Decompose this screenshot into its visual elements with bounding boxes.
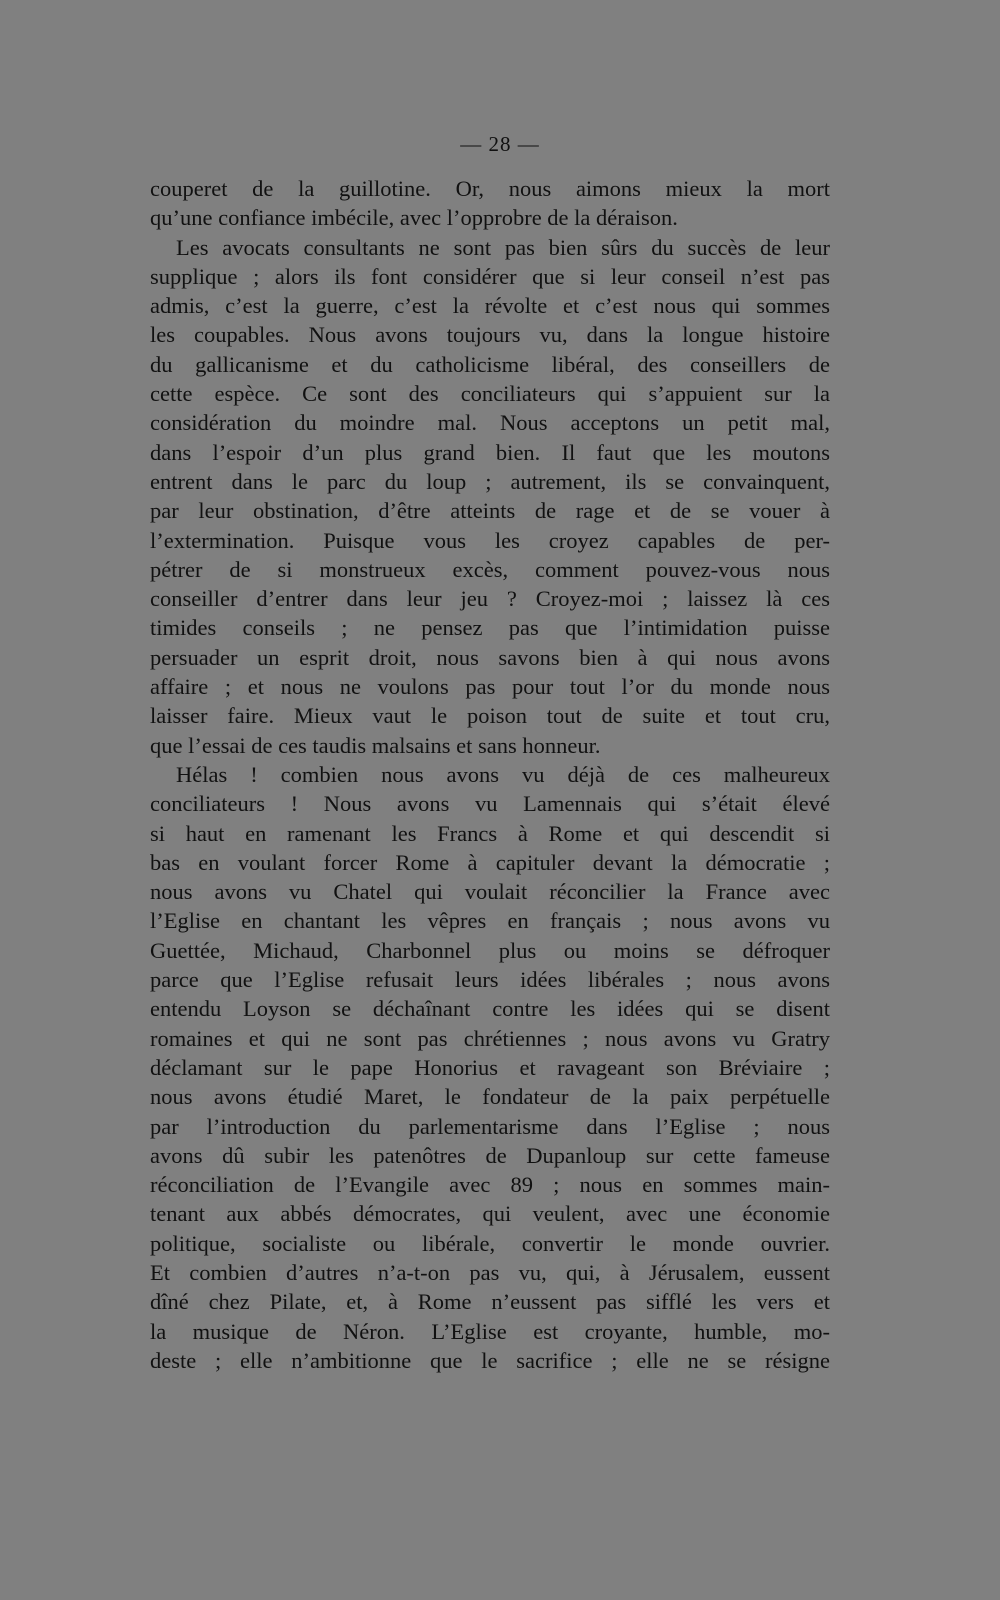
text-line: par l’introduction du parlementarisme dans l’Eglise ; nous — [150, 1113, 830, 1139]
text-line: conciliateurs ! Nous avons vu Lamennais qui s’était élevé — [150, 791, 830, 817]
text-line: admis, c’est la guerre, c’est la révolte et c’est nous qui sommes — [150, 293, 830, 319]
page-number: — 28 — — [460, 132, 540, 156]
text-line: couperet de la guillotine. Or, nous aimons mieux la mort — [150, 176, 830, 201]
paragraph — [150, 174, 830, 233]
text-line: la musique de Néron. L’Eglise est croyante, humble, mo- — [150, 1318, 830, 1344]
text-line: parce que l’Eglise refusait leurs idées libérales ; nous avons — [150, 967, 830, 993]
text-line: romaines et qui ne sont pas chrétiennes ; nous avons vu Gratry — [150, 1025, 830, 1051]
text-line: Et combien d’autres n’a-t-on pas vu, qui, à Jérusalem, eussent — [150, 1259, 830, 1285]
text-line: Les avocats consultants ne sont pas bien sûrs du succès de leur — [176, 234, 830, 260]
text-line: bas en voulant forcer Rome à capituler devant la démocratie ; — [150, 849, 830, 875]
text-line: si haut en ramenant les Francs à Rome et qui descendit si — [150, 820, 830, 846]
text-line: réconciliation de l’Evangile avec 89 ; nous en sommes main- — [150, 1172, 830, 1198]
text-line: que l’essai de ces taudis malsains et sans honneur. — [150, 732, 601, 758]
paragraph — [150, 760, 830, 1375]
text-line: affaire ; et nous ne voulons pas pour tout l’or du monde nous — [150, 674, 830, 700]
text-line: entendu Loyson se déchaînant contre les idées qui se disent — [150, 996, 830, 1022]
text-line: Guettée, Michaud, Charbonnel plus ou moins se défroquer — [150, 937, 830, 963]
text-line: pétrer de si monstrueux excès, comment pouvez-vous nous — [150, 556, 830, 582]
text-line: dîné chez Pilate, et, à Rome n’eussent pas sifflé les vers et — [150, 1289, 830, 1315]
text-line: nous avons étudié Maret, le fondateur de la paix perpétuelle — [150, 1084, 830, 1110]
text-line: dans l’espoir d’un plus grand bien. Il faut que les moutons — [150, 439, 830, 465]
text-line: laisser faire. Mieux vaut le poison tout de suite et tout cru, — [150, 703, 830, 729]
text-line: l’Eglise en chantant les vêpres en français ; nous avons vu — [150, 908, 830, 934]
text-line: supplique ; alors ils font considérer que si leur conseil n’est pas — [150, 263, 830, 289]
body-text — [150, 174, 830, 1375]
text-line: entrent dans le parc du loup ; autrement, ils se convainquent, — [150, 468, 830, 494]
text-line: nous avons vu Chatel qui voulait réconcilier la France avec — [150, 879, 830, 905]
text-line: Hélas ! combien nous avons vu déjà de ces malheureux — [176, 761, 830, 787]
text-line: par leur obstination, d’être atteints de rage et de se vouer à — [150, 498, 830, 524]
text-line: timides conseils ; ne pensez pas que l’intimidation puisse — [150, 615, 830, 641]
text-line: qu’une confiance imbécile, avec l’opprobre de la déraison. — [150, 205, 678, 231]
text-line: avons dû subir les patenôtres de Dupanloup sur cette fameuse — [150, 1142, 830, 1168]
text-line: l’extermination. Puisque vous les croyez capables de per- — [150, 527, 830, 553]
text-line: deste ; elle n’ambitionne que le sacrifice ; elle ne se résigne — [150, 1347, 830, 1373]
text-line: considération du moindre mal. Nous acceptons un petit mal, — [150, 410, 830, 436]
text-line: les coupables. Nous avons toujours vu, dans la longue histoire — [150, 322, 830, 348]
text-line: déclamant sur le pape Honorius et ravageant son Bréviaire ; — [150, 1054, 830, 1080]
text-line: conseiller d’entrer dans leur jeu ? Croyez-moi ; laissez là ces — [150, 586, 830, 612]
text-line: politique, socialiste ou libérale, convertir le monde ouvrier. — [150, 1230, 830, 1256]
text-line: persuader un esprit droit, nous savons bien à qui nous avons — [150, 644, 830, 670]
text-line: tenant aux abbés démocrates, qui veulent, avec une économie — [150, 1201, 830, 1227]
text-line: cette espèce. Ce sont des conciliateurs qui s’appuient sur la — [150, 381, 830, 407]
text-line: du gallicanisme et du catholicisme libéral, des conseillers de — [150, 351, 830, 377]
paragraph — [150, 233, 830, 760]
